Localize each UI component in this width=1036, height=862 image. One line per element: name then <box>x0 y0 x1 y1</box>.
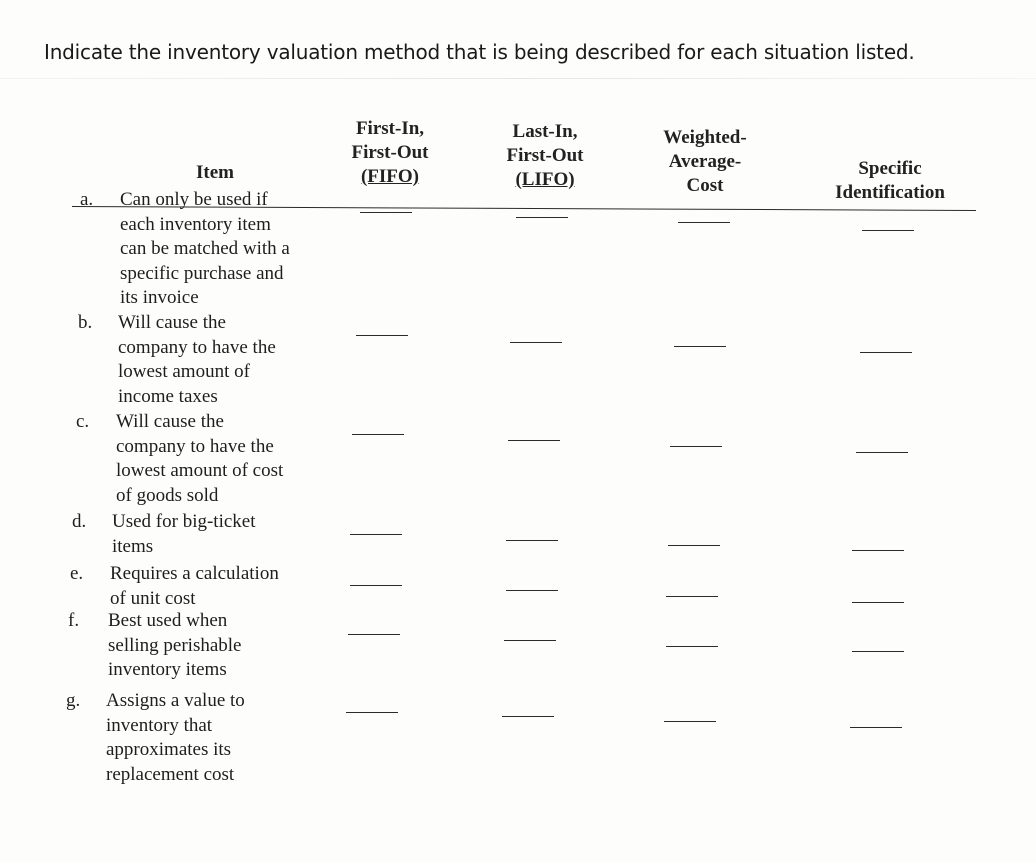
answer-blank-e-fifo[interactable] <box>350 585 402 586</box>
row-f-letter: f. <box>68 610 80 631</box>
row-f-line: Best used when <box>108 610 228 631</box>
answer-blank-a-lifo[interactable] <box>516 217 568 218</box>
row-b-description <box>118 311 348 409</box>
row-b-line: Will cause the <box>118 312 226 333</box>
lifo-header-line-2: First-Out <box>506 145 584 166</box>
row-f-description <box>108 609 338 683</box>
answer-blank-c-weighted[interactable] <box>670 446 722 447</box>
row-a-line: can be matched with a <box>120 238 290 259</box>
answer-blank-b-fifo[interactable] <box>356 335 408 336</box>
row-g-letter: g. <box>66 690 81 711</box>
answer-blank-g-specific[interactable] <box>850 727 902 728</box>
row-g-line: replacement cost <box>106 763 235 785</box>
answer-blank-f-weighted[interactable] <box>666 646 718 647</box>
specific-header-line-1: Specific <box>858 158 922 179</box>
instruction-text: Indicate the inventory valuation method that is being described for each situation listed. <box>44 40 915 64</box>
answer-blank-d-lifo[interactable] <box>506 540 558 541</box>
row-e-line: of unit cost <box>110 587 196 609</box>
answer-blank-g-fifo[interactable] <box>346 712 398 713</box>
row-b-line: income taxes <box>118 385 218 407</box>
row-g-line: Assigns a value to <box>106 690 245 711</box>
row-c-letter: c. <box>76 411 90 432</box>
lifo-header-line-3: (LIFO) <box>515 169 575 190</box>
column-header-weighted-average <box>645 126 765 198</box>
row-c-line: company to have the <box>116 435 274 457</box>
row-c-line: Will cause the <box>116 411 224 432</box>
answer-blank-c-fifo[interactable] <box>352 434 404 435</box>
weighted-header-line-1: Weighted- <box>663 127 747 148</box>
answer-blank-e-lifo[interactable] <box>506 590 558 591</box>
answer-blank-a-weighted[interactable] <box>678 222 730 223</box>
row-g-description <box>106 689 336 787</box>
answer-blank-f-specific[interactable] <box>852 651 904 652</box>
answer-blank-f-lifo[interactable] <box>504 640 556 641</box>
answer-blank-d-fifo[interactable] <box>350 534 402 535</box>
weighted-header-line-2: Average- <box>668 151 742 172</box>
row-b-line: lowest amount of <box>118 361 250 382</box>
row-c-line: lowest amount of cost <box>116 460 284 481</box>
column-header-specific-identification <box>820 157 960 205</box>
lifo-header-line-1: Last-In, <box>512 121 578 142</box>
row-d-line: Used for big-ticket <box>112 511 256 532</box>
answer-blank-d-specific[interactable] <box>852 550 904 551</box>
answer-blank-e-specific[interactable] <box>852 602 904 603</box>
answer-blank-e-weighted[interactable] <box>666 596 718 597</box>
row-a-description <box>120 188 350 311</box>
answer-blank-g-weighted[interactable] <box>664 721 716 722</box>
row-a-line: each inventory item <box>120 213 271 235</box>
row-c-line: of goods sold <box>116 484 219 506</box>
row-f-line: inventory items <box>108 659 227 680</box>
answer-blank-f-fifo[interactable] <box>348 634 400 635</box>
row-g-line: approximates its <box>106 739 232 760</box>
column-header-lifo <box>485 120 605 192</box>
answer-blank-a-fifo[interactable] <box>360 212 412 213</box>
answer-blank-a-specific[interactable] <box>862 230 914 231</box>
row-c-description <box>116 410 346 508</box>
row-a-line: specific purchase and <box>120 262 284 284</box>
row-a-line: Can only be used if <box>120 189 268 210</box>
row-b-line: company to have the <box>118 336 276 358</box>
row-a-line: its invoice <box>120 287 199 308</box>
specific-header-line-2: Identification <box>835 182 945 203</box>
scan-divider <box>0 78 1036 79</box>
row-d-line: items <box>112 535 154 557</box>
column-header-fifo <box>330 117 450 189</box>
row-f-line: selling perishable <box>108 634 242 656</box>
fifo-header-line-1: First-In, <box>355 118 425 139</box>
answer-blank-c-specific[interactable] <box>856 452 908 453</box>
answer-blank-b-specific[interactable] <box>860 352 912 353</box>
fifo-header-line-3: (FIFO) <box>360 166 420 187</box>
answer-blank-c-lifo[interactable] <box>508 440 560 441</box>
column-header-item: Item <box>196 162 234 183</box>
row-b-letter: b. <box>78 312 93 333</box>
row-a-letter: a. <box>80 189 94 210</box>
row-d-letter: d. <box>72 511 87 532</box>
answer-blank-b-weighted[interactable] <box>674 346 726 347</box>
row-e-line: Requires a calculation <box>110 563 279 584</box>
answer-blank-b-lifo[interactable] <box>510 342 562 343</box>
fifo-header-line-2: First-Out <box>351 142 429 163</box>
answer-blank-g-lifo[interactable] <box>502 716 554 717</box>
row-e-description <box>110 562 340 611</box>
row-g-line: inventory that <box>106 714 213 736</box>
row-d-description <box>112 510 342 559</box>
answer-blank-d-weighted[interactable] <box>668 545 720 546</box>
weighted-header-line-3: Cost <box>686 175 724 196</box>
row-e-letter: e. <box>70 563 84 584</box>
